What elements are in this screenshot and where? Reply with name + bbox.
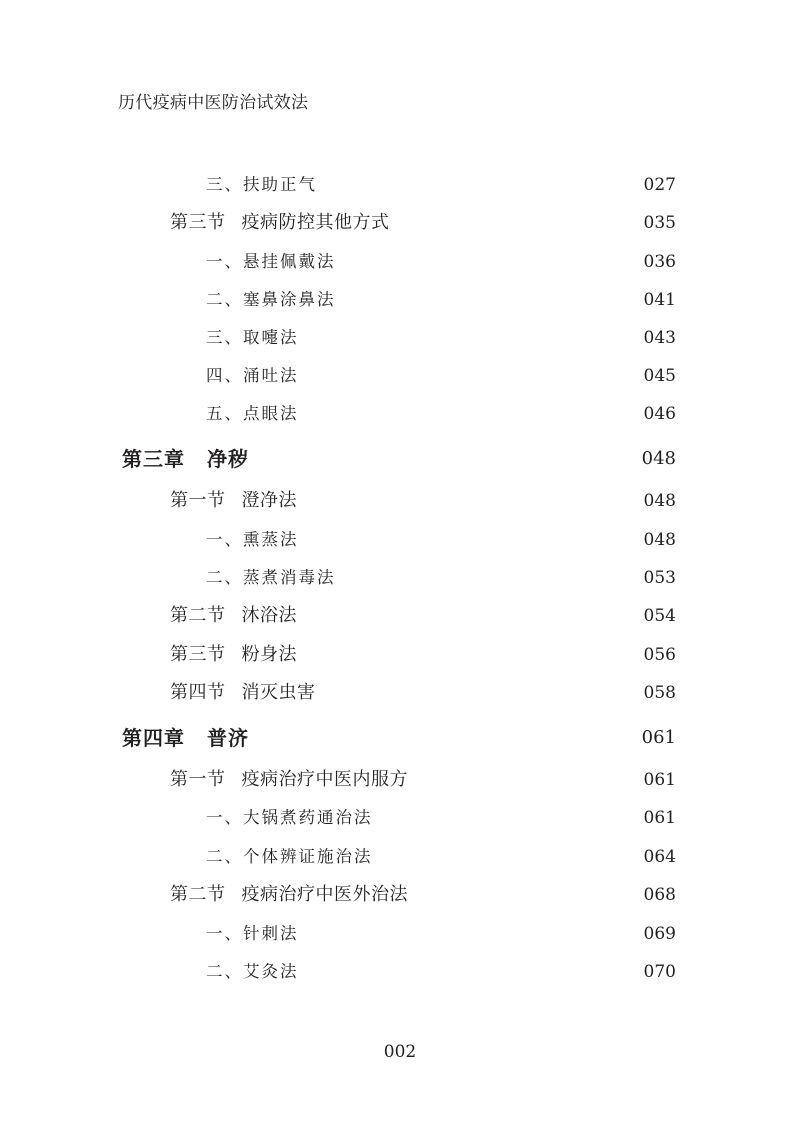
section-number: 第四节 — [170, 682, 226, 703]
section-title: 疫病防控其他方式 — [241, 212, 390, 233]
toc-entry-page: 045 — [643, 366, 676, 386]
toc-entry-page: 064 — [643, 847, 676, 867]
toc-entry-title: 二、艾灸法 — [206, 962, 299, 981]
toc-entry[interactable] — [0, 525, 800, 555]
toc-entry[interactable] — [0, 323, 800, 353]
toc-entry[interactable] — [0, 803, 800, 833]
toc-entry[interactable] — [0, 765, 800, 795]
toc-entry[interactable] — [0, 170, 800, 200]
toc-entry-title: 三、取嚏法 — [206, 328, 299, 347]
toc-entry-page: 035 — [643, 213, 676, 233]
toc-entry-page: 048 — [643, 530, 676, 550]
toc-entry-title — [170, 486, 297, 516]
chapter-number: 第四章 — [122, 726, 185, 750]
toc-entry-page: 048 — [641, 448, 676, 469]
toc-entry[interactable] — [0, 563, 800, 593]
toc-entry-page: 061 — [643, 808, 676, 828]
toc-entry[interactable] — [0, 399, 800, 429]
toc-entry-page: 068 — [643, 885, 676, 905]
toc-entry[interactable] — [0, 285, 800, 315]
toc-entry-title: 三、扶助正气 — [206, 175, 317, 194]
section-title: 粉身法 — [241, 644, 297, 665]
chapter-title: 普济 — [207, 726, 249, 750]
section-number: 第三节 — [170, 212, 226, 233]
toc-entry-title — [170, 880, 408, 910]
toc-entry-page: 048 — [643, 491, 676, 511]
toc-entry-title: 四、涌吐法 — [206, 366, 299, 385]
toc-entry[interactable] — [0, 208, 800, 238]
chapter-number: 第三章 — [122, 447, 185, 471]
section-number: 第一节 — [170, 490, 226, 511]
section-title: 消灭虫害 — [241, 682, 316, 703]
toc-entry-page: 061 — [643, 770, 676, 790]
toc-entry-page: 027 — [643, 175, 676, 195]
toc-entry[interactable] — [0, 640, 800, 670]
toc-entry-page: 043 — [643, 328, 676, 348]
toc-entry-title: 一、针刺法 — [206, 924, 299, 943]
toc-entry-title — [170, 678, 316, 708]
section-number: 第二节 — [170, 884, 226, 905]
toc-entry[interactable] — [0, 842, 800, 872]
toc-entry-page: 061 — [641, 727, 676, 748]
toc-entry-page: 036 — [643, 252, 676, 272]
toc-chapter-entry[interactable] — [0, 444, 800, 474]
toc-entry-title: 一、大锅煮药通治法 — [206, 808, 373, 827]
toc-entry[interactable] — [0, 678, 800, 708]
toc-entry-title: 五、点眼法 — [206, 404, 299, 423]
toc-entry[interactable] — [0, 361, 800, 391]
toc-entry-title: 一、熏蒸法 — [206, 530, 299, 549]
section-number: 第一节 — [170, 769, 226, 790]
toc-entry-page: 070 — [643, 962, 676, 982]
toc-entry[interactable] — [0, 247, 800, 277]
toc-entry-title — [170, 601, 297, 631]
toc-entry-title: 一、悬挂佩戴法 — [206, 252, 336, 271]
section-number: 第二节 — [170, 605, 226, 626]
chapter-heading — [122, 444, 249, 474]
toc-entry-title: 二、蒸煮消毒法 — [206, 568, 336, 587]
toc-chapter-entry[interactable] — [0, 723, 800, 753]
toc-entry[interactable] — [0, 919, 800, 949]
toc-entry-title — [170, 765, 408, 795]
toc-entry-page: 041 — [643, 290, 676, 310]
section-title: 澄净法 — [241, 490, 297, 511]
toc-entry[interactable] — [0, 601, 800, 631]
toc-entry-title — [170, 208, 390, 238]
section-title: 沐浴法 — [241, 605, 297, 626]
chapter-heading — [122, 723, 249, 753]
toc-entry-page: 054 — [643, 606, 676, 626]
toc-entry-page: 056 — [643, 645, 676, 665]
toc-entry-title: 二、塞鼻涂鼻法 — [206, 290, 336, 309]
chapter-title: 净秽 — [207, 447, 249, 471]
running-head: 历代疫病中医防治试效法 — [118, 93, 309, 113]
page-number: 002 — [383, 1042, 417, 1062]
toc-entry-page: 053 — [643, 568, 676, 588]
toc-entry[interactable] — [0, 486, 800, 516]
toc-entry-title: 二、个体辨证施治法 — [206, 847, 373, 866]
toc-entry-title — [170, 640, 297, 670]
toc-entry-page: 058 — [643, 683, 676, 703]
section-title: 疫病治疗中医外治法 — [241, 884, 408, 905]
section-title: 疫病治疗中医内服方 — [241, 769, 408, 790]
toc-entry[interactable] — [0, 880, 800, 910]
section-number: 第三节 — [170, 644, 226, 665]
toc-entry[interactable] — [0, 957, 800, 987]
toc-entry-page: 046 — [643, 404, 676, 424]
toc-entry-page: 069 — [643, 924, 676, 944]
